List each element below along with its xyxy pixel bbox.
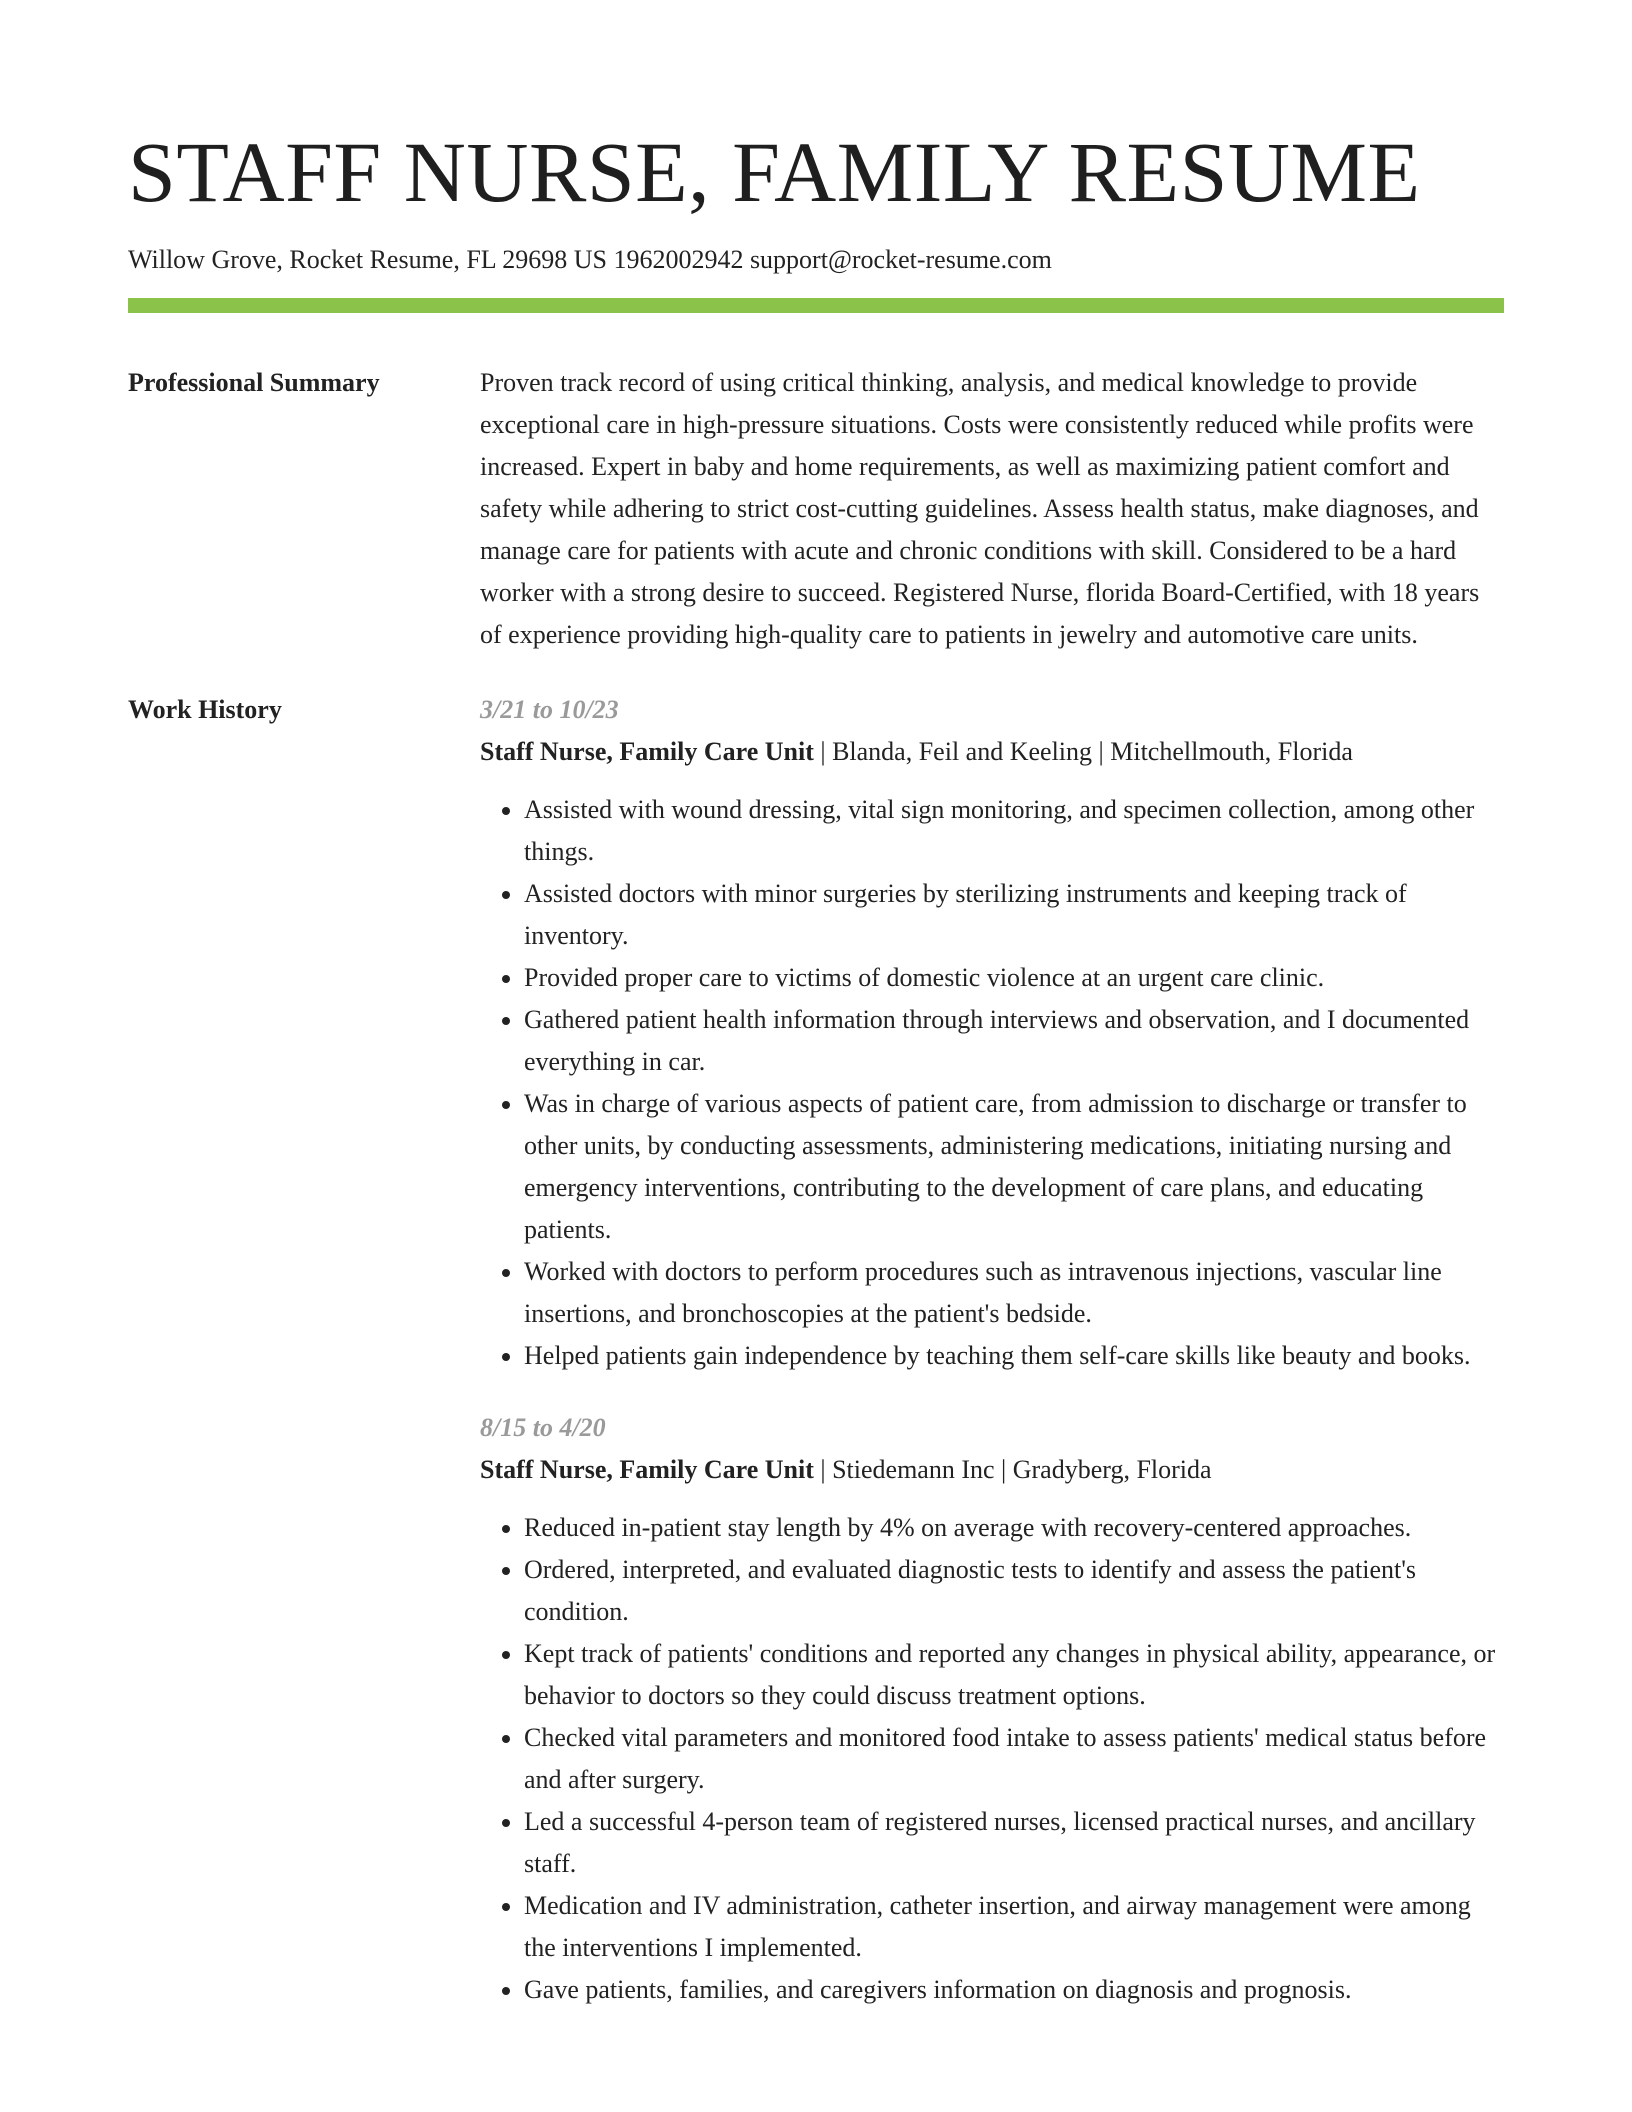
- work-history-body: [480, 689, 1504, 2011]
- job-dates: 8/15 to 4/20: [480, 1413, 606, 1442]
- summary-text: Proven track record of using critical thinking, analysis, and medical knowledge to provide exceptional care in high-pressure situations. Costs were consistently reduced while profits were increased. Expert in baby and home requirements, as well as maximizing patient comfort and safety while adhering to strict cost-cutting guidelines. Assess health status, make diagnoses, and manage care for patients with acute and chronic conditions with skill. Considered to be a hard worker with a strong desire to succeed. Registered Nurse, florida Board-Certified, with 18 years of experience providing high-quality care to patients in jewelry and automotive care units.: [480, 368, 1480, 649]
- section-label-work-history: Work History: [128, 695, 282, 724]
- job-title: Staff Nurse, Family Care Unit: [480, 1455, 814, 1484]
- job-bullet: • Gathered patient health information through interviews and observation, and I documented everything in car.: [524, 999, 1504, 1083]
- job-bullet: • Was in charge of various aspects of patient care, from admission to discharge or transfer to other units, by conducting assessments, administering medications, initiating nursing and emergency interventions, contributing to the development of care plans, and educating patients.: [524, 1083, 1504, 1251]
- job-heading: [480, 731, 1504, 773]
- summary-body: [480, 362, 1504, 656]
- job-employer-location: | Stiedemann Inc | Gradyberg, Florida: [813, 1455, 1212, 1484]
- professional-summary-section: [128, 362, 1504, 656]
- job-entry: [480, 689, 1504, 1377]
- header-accent-rule: [128, 298, 1504, 313]
- job-bullet: • Checked vital parameters and monitored food intake to assess patients' medical status before and after surgery.: [524, 1717, 1504, 1801]
- work-history-section: [128, 689, 1504, 2011]
- job-bullet: • Gave patients, families, and caregivers information on diagnosis and prognosis.: [524, 1969, 1504, 2011]
- job-bullet: • Provided proper care to victims of domestic violence at an urgent care clinic.: [524, 957, 1504, 999]
- job-bullet-list: [480, 789, 1504, 1377]
- job-dates: 3/21 to 10/23: [480, 695, 619, 724]
- job-heading: [480, 1449, 1504, 1491]
- job-bullet: • Kept track of patients' conditions and reported any changes in physical ability, appearance, or behavior to doctors so they could discuss treatment options.: [524, 1633, 1504, 1717]
- resume-page: [128, 0, 1504, 2011]
- job-entry: [480, 1407, 1504, 2011]
- resume-title: STAFF NURSE, FAMILY RESUME: [128, 124, 1421, 220]
- job-bullet: • Helped patients gain independence by teaching them self-care skills like beauty and books.: [524, 1335, 1504, 1377]
- contact-line: Willow Grove, Rocket Resume, FL 29698 US 1962002942 support@rocket-resume.com: [128, 245, 1052, 274]
- job-bullet: • Led a successful 4-person team of registered nurses, licensed practical nurses, and ancillary staff.: [524, 1801, 1504, 1885]
- job-title: Staff Nurse, Family Care Unit: [480, 737, 814, 766]
- job-bullet: • Reduced in-patient stay length by 4% on average with recovery-centered approaches.: [524, 1507, 1504, 1549]
- job-bullet-list: [480, 1507, 1504, 2011]
- job-bullet: • Ordered, interpreted, and evaluated diagnostic tests to identify and assess the patient's condition.: [524, 1549, 1504, 1633]
- job-bullet: • Assisted with wound dressing, vital sign monitoring, and specimen collection, among other things.: [524, 789, 1504, 873]
- job-employer-location: | Blanda, Feil and Keeling | Mitchellmouth, Florida: [813, 737, 1353, 766]
- job-bullet: • Medication and IV administration, catheter insertion, and airway management were among the interventions I implemented.: [524, 1885, 1504, 1969]
- job-bullet: • Assisted doctors with minor surgeries by sterilizing instruments and keeping track of inventory.: [524, 873, 1504, 957]
- job-bullet: • Worked with doctors to perform procedures such as intravenous injections, vascular line insertions, and bronchoscopies at the patient's bedside.: [524, 1251, 1504, 1335]
- section-label-professional-summary: Professional Summary: [128, 368, 380, 397]
